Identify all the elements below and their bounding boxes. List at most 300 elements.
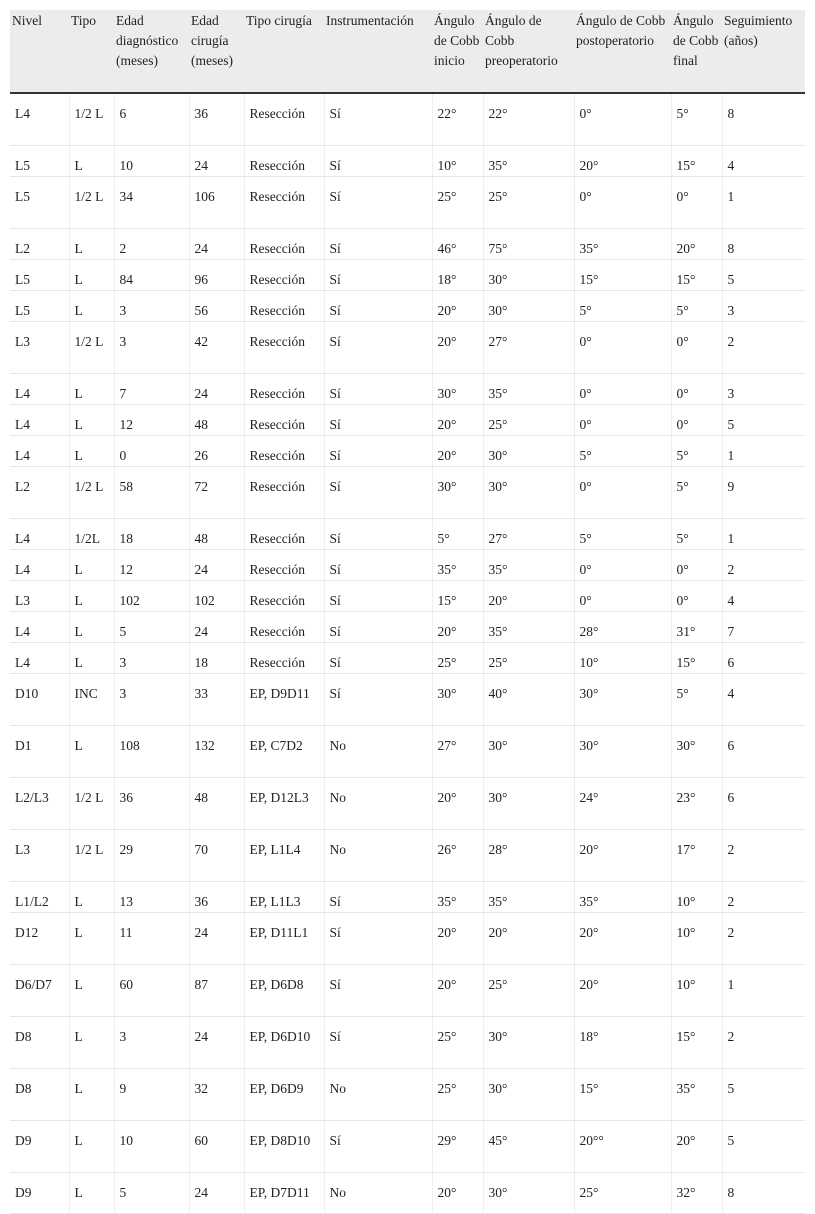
cell-tipo-cirugia: EP, D6D10 <box>244 1017 324 1069</box>
cell-tipo: 1/2 L <box>69 177 114 229</box>
cell-instrumentacion: Sí <box>324 674 432 726</box>
cell-tipo: L <box>69 965 114 1017</box>
cell-cobb-postoperatorio: 20°° <box>574 1121 671 1173</box>
cell-edad-diagnostico: 84 <box>114 260 189 291</box>
cell-instrumentacion: No <box>324 778 432 830</box>
cell-edad-diagnostico: 18 <box>114 519 189 550</box>
cell-edad-cirugia: 24 <box>189 146 244 177</box>
cell-cobb-inicio: 20° <box>432 291 483 322</box>
cell-edad-diagnostico: 34 <box>114 177 189 229</box>
cell-edad-cirugia: 36 <box>189 882 244 913</box>
table-row <box>10 322 805 374</box>
table-row <box>10 643 805 674</box>
cell-cobb-inicio: 20° <box>432 436 483 467</box>
cell-tipo-cirugia: Resección <box>244 146 324 177</box>
cell-instrumentacion: Sí <box>324 965 432 1017</box>
cell-cobb-postoperatorio: 0° <box>574 581 671 612</box>
table-row <box>10 146 805 177</box>
cell-tipo: L <box>69 291 114 322</box>
cell-edad-cirugia: 132 <box>189 726 244 778</box>
cell-cobb-postoperatorio: 30° <box>574 726 671 778</box>
cell-nivel: L3 <box>10 581 69 612</box>
cell-seguimiento: 2 <box>722 322 805 374</box>
cell-edad-cirugia: 24 <box>189 612 244 643</box>
cell-instrumentacion: Sí <box>324 260 432 291</box>
cell-cobb-inicio: 35° <box>432 882 483 913</box>
cell-tipo-cirugia: EP, D12L3 <box>244 778 324 830</box>
cell-tipo-cirugia: EP, C7D2 <box>244 726 324 778</box>
cell-nivel: L4 <box>10 93 69 146</box>
cell-tipo: 1/2L <box>69 519 114 550</box>
table-row <box>10 260 805 291</box>
cell-cobb-final: 10° <box>671 882 722 913</box>
table-row <box>10 93 805 146</box>
cell-cobb-inicio: 20° <box>432 965 483 1017</box>
cell-cobb-postoperatorio: 35° <box>574 882 671 913</box>
cell-edad-diagnostico: 0 <box>114 436 189 467</box>
cell-cobb-postoperatorio: 20° <box>574 146 671 177</box>
cell-instrumentacion: Sí <box>324 405 432 436</box>
cell-edad-diagnostico: 58 <box>114 467 189 519</box>
cell-nivel: D8 <box>10 1069 69 1121</box>
cell-seguimiento: 7 <box>722 612 805 643</box>
cell-instrumentacion: Sí <box>324 436 432 467</box>
cell-tipo: L <box>69 229 114 260</box>
cell-nivel: L4 <box>10 612 69 643</box>
cell-cobb-preoperatorio: 75° <box>483 229 574 260</box>
cell-tipo: INC <box>69 674 114 726</box>
cell-edad-cirugia: 24 <box>189 1017 244 1069</box>
cell-edad-diagnostico: 10 <box>114 146 189 177</box>
table-row <box>10 674 805 726</box>
table-header <box>10 10 805 93</box>
cell-cobb-inicio: 30° <box>432 374 483 405</box>
cell-tipo-cirugia: Resección <box>244 467 324 519</box>
cell-cobb-final: 10° <box>671 913 722 965</box>
cell-cobb-inicio: 26° <box>432 830 483 882</box>
table-row <box>10 1017 805 1069</box>
cell-tipo: L <box>69 436 114 467</box>
cell-edad-cirugia: 36 <box>189 93 244 146</box>
cell-seguimiento: 5 <box>722 405 805 436</box>
cell-instrumentacion: No <box>324 1173 432 1214</box>
cell-tipo: L <box>69 612 114 643</box>
cell-tipo-cirugia: Resección <box>244 93 324 146</box>
cell-instrumentacion: Sí <box>324 1121 432 1173</box>
cell-cobb-final: 31° <box>671 612 722 643</box>
cell-tipo: L <box>69 1173 114 1214</box>
cell-nivel: D6/D7 <box>10 965 69 1017</box>
header-col-tipo-cirugia: Tipo cirugía <box>244 10 324 93</box>
cell-cobb-postoperatorio: 0° <box>574 93 671 146</box>
cell-tipo: L <box>69 726 114 778</box>
header-col-cobb-inicio: Ángulo de Cobb inicio <box>432 10 483 93</box>
table-row <box>10 965 805 1017</box>
cell-cobb-inicio: 25° <box>432 643 483 674</box>
cell-cobb-postoperatorio: 24° <box>574 778 671 830</box>
cell-tipo: 1/2 L <box>69 322 114 374</box>
cell-nivel: L2/L3 <box>10 778 69 830</box>
cell-cobb-final: 20° <box>671 229 722 260</box>
cell-nivel: D1 <box>10 726 69 778</box>
table-row <box>10 1173 805 1214</box>
cell-nivel: D12 <box>10 913 69 965</box>
cell-cobb-preoperatorio: 20° <box>483 913 574 965</box>
cell-instrumentacion: No <box>324 830 432 882</box>
cell-edad-cirugia: 87 <box>189 965 244 1017</box>
cell-instrumentacion: No <box>324 726 432 778</box>
cell-tipo: 1/2 L <box>69 830 114 882</box>
cell-seguimiento: 5 <box>722 260 805 291</box>
cell-cobb-final: 5° <box>671 93 722 146</box>
cell-cobb-preoperatorio: 25° <box>483 965 574 1017</box>
cell-edad-diagnostico: 102 <box>114 581 189 612</box>
cell-edad-cirugia: 24 <box>189 913 244 965</box>
cell-edad-cirugia: 48 <box>189 519 244 550</box>
cell-tipo-cirugia: Resección <box>244 291 324 322</box>
cell-edad-cirugia: 72 <box>189 467 244 519</box>
cell-edad-diagnostico: 6 <box>114 93 189 146</box>
cell-cobb-preoperatorio: 27° <box>483 322 574 374</box>
cell-edad-diagnostico: 12 <box>114 405 189 436</box>
cell-cobb-final: 5° <box>671 436 722 467</box>
cell-cobb-inicio: 20° <box>432 322 483 374</box>
cell-seguimiento: 4 <box>722 146 805 177</box>
cell-cobb-final: 5° <box>671 674 722 726</box>
cell-edad-cirugia: 60 <box>189 1121 244 1173</box>
cell-seguimiento: 2 <box>722 1017 805 1069</box>
header-col-seguimiento: Seguimiento (años) <box>722 10 805 93</box>
cell-edad-cirugia: 42 <box>189 322 244 374</box>
cell-cobb-inicio: 10° <box>432 146 483 177</box>
cell-tipo-cirugia: EP, D6D9 <box>244 1069 324 1121</box>
cell-nivel: L3 <box>10 322 69 374</box>
cell-instrumentacion: Sí <box>324 229 432 260</box>
cell-cobb-inicio: 20° <box>432 778 483 830</box>
cell-tipo-cirugia: Resección <box>244 260 324 291</box>
table-row <box>10 374 805 405</box>
cell-cobb-postoperatorio: 0° <box>574 374 671 405</box>
cell-instrumentacion: Sí <box>324 581 432 612</box>
cell-cobb-postoperatorio: 0° <box>574 467 671 519</box>
cell-edad-cirugia: 33 <box>189 674 244 726</box>
cell-cobb-preoperatorio: 35° <box>483 374 574 405</box>
cell-cobb-postoperatorio: 28° <box>574 612 671 643</box>
cell-cobb-inicio: 22° <box>432 93 483 146</box>
table-row <box>10 913 805 965</box>
table-row <box>10 830 805 882</box>
header-col-cobb-preoperatorio: Ángulo de Cobb preoperatorio <box>483 10 574 93</box>
cell-instrumentacion: Sí <box>324 643 432 674</box>
cell-edad-diagnostico: 108 <box>114 726 189 778</box>
table-row <box>10 1121 805 1173</box>
cell-cobb-inicio: 30° <box>432 467 483 519</box>
cell-nivel: L5 <box>10 291 69 322</box>
cell-cobb-final: 10° <box>671 965 722 1017</box>
cell-tipo-cirugia: EP, D6D8 <box>244 965 324 1017</box>
cell-tipo-cirugia: Resección <box>244 177 324 229</box>
cell-cobb-final: 15° <box>671 146 722 177</box>
cell-edad-diagnostico: 3 <box>114 1017 189 1069</box>
cell-nivel: L5 <box>10 260 69 291</box>
cell-tipo-cirugia: EP, L1L3 <box>244 882 324 913</box>
cell-seguimiento: 1 <box>722 436 805 467</box>
cell-cobb-postoperatorio: 0° <box>574 550 671 581</box>
cell-cobb-final: 15° <box>671 643 722 674</box>
cell-instrumentacion: Sí <box>324 882 432 913</box>
cell-cobb-preoperatorio: 30° <box>483 436 574 467</box>
cell-cobb-postoperatorio: 15° <box>574 260 671 291</box>
cell-nivel: L4 <box>10 405 69 436</box>
header-col-edad-cirugia: Edad cirugía (meses) <box>189 10 244 93</box>
cell-tipo-cirugia: Resección <box>244 581 324 612</box>
cell-cobb-final: 0° <box>671 374 722 405</box>
cell-cobb-postoperatorio: 15° <box>574 1069 671 1121</box>
cell-cobb-preoperatorio: 30° <box>483 291 574 322</box>
table-row <box>10 405 805 436</box>
cell-cobb-postoperatorio: 0° <box>574 177 671 229</box>
cell-edad-cirugia: 56 <box>189 291 244 322</box>
cell-edad-cirugia: 70 <box>189 830 244 882</box>
cell-tipo-cirugia: EP, D9D11 <box>244 674 324 726</box>
cell-tipo: L <box>69 1121 114 1173</box>
cell-cobb-preoperatorio: 30° <box>483 726 574 778</box>
cell-edad-cirugia: 24 <box>189 1173 244 1214</box>
cell-cobb-preoperatorio: 25° <box>483 405 574 436</box>
cell-cobb-final: 0° <box>671 405 722 436</box>
table-row <box>10 519 805 550</box>
cell-nivel: L3 <box>10 830 69 882</box>
cell-cobb-postoperatorio: 20° <box>574 965 671 1017</box>
cell-cobb-preoperatorio: 25° <box>483 643 574 674</box>
header-col-nivel: Nivel <box>10 10 69 93</box>
cell-cobb-postoperatorio: 20° <box>574 913 671 965</box>
cell-edad-cirugia: 24 <box>189 550 244 581</box>
cell-cobb-postoperatorio: 18° <box>574 1017 671 1069</box>
table-row <box>10 550 805 581</box>
results-table <box>10 10 805 1214</box>
cell-edad-diagnostico: 9 <box>114 1069 189 1121</box>
cell-nivel: D10 <box>10 674 69 726</box>
cell-nivel: L2 <box>10 229 69 260</box>
cell-instrumentacion: Sí <box>324 519 432 550</box>
cell-seguimiento: 5 <box>722 1121 805 1173</box>
cell-seguimiento: 6 <box>722 643 805 674</box>
cell-tipo-cirugia: Resección <box>244 436 324 467</box>
cell-seguimiento: 9 <box>722 467 805 519</box>
cell-cobb-postoperatorio: 10° <box>574 643 671 674</box>
cell-seguimiento: 3 <box>722 291 805 322</box>
cell-cobb-preoperatorio: 35° <box>483 146 574 177</box>
cell-instrumentacion: Sí <box>324 913 432 965</box>
cell-tipo-cirugia: Resección <box>244 519 324 550</box>
table-row <box>10 882 805 913</box>
cell-edad-diagnostico: 5 <box>114 612 189 643</box>
cell-cobb-inicio: 25° <box>432 1017 483 1069</box>
cell-edad-diagnostico: 7 <box>114 374 189 405</box>
cell-cobb-postoperatorio: 5° <box>574 436 671 467</box>
cell-edad-cirugia: 26 <box>189 436 244 467</box>
cell-seguimiento: 8 <box>722 93 805 146</box>
cell-nivel: L4 <box>10 519 69 550</box>
cell-seguimiento: 2 <box>722 882 805 913</box>
cell-cobb-final: 0° <box>671 177 722 229</box>
cell-cobb-final: 5° <box>671 519 722 550</box>
cell-cobb-inicio: 25° <box>432 177 483 229</box>
cell-cobb-postoperatorio: 35° <box>574 229 671 260</box>
cell-cobb-preoperatorio: 30° <box>483 1173 574 1214</box>
header-col-tipo: Tipo <box>69 10 114 93</box>
cell-tipo-cirugia: Resección <box>244 550 324 581</box>
cell-edad-diagnostico: 60 <box>114 965 189 1017</box>
table-row <box>10 612 805 643</box>
header-col-cobb-postoperatorio: Ángulo de Cobb postoperatorio <box>574 10 671 93</box>
cell-cobb-preoperatorio: 30° <box>483 1017 574 1069</box>
cell-seguimiento: 1 <box>722 965 805 1017</box>
cell-seguimiento: 8 <box>722 1173 805 1214</box>
cell-cobb-postoperatorio: 5° <box>574 519 671 550</box>
cell-instrumentacion: Sí <box>324 93 432 146</box>
cell-seguimiento: 3 <box>722 374 805 405</box>
cell-cobb-preoperatorio: 22° <box>483 93 574 146</box>
table-row <box>10 229 805 260</box>
cell-edad-cirugia: 106 <box>189 177 244 229</box>
cell-tipo: 1/2 L <box>69 467 114 519</box>
cell-nivel: D9 <box>10 1173 69 1214</box>
cell-cobb-inicio: 46° <box>432 229 483 260</box>
cell-cobb-postoperatorio: 5° <box>574 291 671 322</box>
cell-cobb-inicio: 15° <box>432 581 483 612</box>
cell-nivel: D8 <box>10 1017 69 1069</box>
cell-cobb-preoperatorio: 40° <box>483 674 574 726</box>
cell-instrumentacion: No <box>324 1069 432 1121</box>
cell-cobb-preoperatorio: 30° <box>483 467 574 519</box>
cell-edad-diagnostico: 29 <box>114 830 189 882</box>
table-row <box>10 467 805 519</box>
cell-nivel: L4 <box>10 643 69 674</box>
cell-edad-diagnostico: 13 <box>114 882 189 913</box>
cell-cobb-postoperatorio: 0° <box>574 405 671 436</box>
cell-cobb-preoperatorio: 27° <box>483 519 574 550</box>
cell-cobb-inicio: 35° <box>432 550 483 581</box>
cell-edad-diagnostico: 5 <box>114 1173 189 1214</box>
cell-seguimiento: 1 <box>722 519 805 550</box>
cell-cobb-inicio: 20° <box>432 612 483 643</box>
table-row <box>10 436 805 467</box>
cell-tipo: L <box>69 146 114 177</box>
cell-tipo-cirugia: EP, L1L4 <box>244 830 324 882</box>
cell-seguimiento: 2 <box>722 830 805 882</box>
cell-edad-cirugia: 48 <box>189 778 244 830</box>
cell-edad-diagnostico: 2 <box>114 229 189 260</box>
cell-instrumentacion: Sí <box>324 146 432 177</box>
cell-cobb-inicio: 29° <box>432 1121 483 1173</box>
table-row <box>10 1069 805 1121</box>
cell-tipo-cirugia: EP, D8D10 <box>244 1121 324 1173</box>
header-col-cobb-final: Ángulo de Cobb final <box>671 10 722 93</box>
cell-edad-cirugia: 18 <box>189 643 244 674</box>
cell-edad-diagnostico: 3 <box>114 322 189 374</box>
cell-tipo: 1/2 L <box>69 93 114 146</box>
cell-edad-cirugia: 102 <box>189 581 244 612</box>
cell-cobb-postoperatorio: 30° <box>574 674 671 726</box>
cell-tipo: L <box>69 374 114 405</box>
cell-instrumentacion: Sí <box>324 322 432 374</box>
cell-seguimiento: 4 <box>722 581 805 612</box>
table-body <box>10 93 805 1214</box>
cell-instrumentacion: Sí <box>324 612 432 643</box>
cell-seguimiento: 4 <box>722 674 805 726</box>
cell-seguimiento: 8 <box>722 229 805 260</box>
cell-tipo-cirugia: Resección <box>244 643 324 674</box>
cell-tipo-cirugia: Resección <box>244 405 324 436</box>
cell-nivel: L1/L2 <box>10 882 69 913</box>
cell-edad-cirugia: 24 <box>189 229 244 260</box>
cell-edad-diagnostico: 36 <box>114 778 189 830</box>
cell-instrumentacion: Sí <box>324 467 432 519</box>
cell-cobb-preoperatorio: 45° <box>483 1121 574 1173</box>
cell-edad-diagnostico: 3 <box>114 674 189 726</box>
header-row <box>10 10 805 93</box>
cell-cobb-preoperatorio: 30° <box>483 778 574 830</box>
cell-nivel: D9 <box>10 1121 69 1173</box>
cell-tipo-cirugia: Resección <box>244 612 324 643</box>
cell-tipo: L <box>69 581 114 612</box>
cell-tipo-cirugia: EP, D11L1 <box>244 913 324 965</box>
cell-cobb-inicio: 5° <box>432 519 483 550</box>
cell-instrumentacion: Sí <box>324 550 432 581</box>
cell-cobb-final: 30° <box>671 726 722 778</box>
cell-cobb-final: 32° <box>671 1173 722 1214</box>
cell-edad-cirugia: 24 <box>189 374 244 405</box>
table-row <box>10 291 805 322</box>
cell-instrumentacion: Sí <box>324 1017 432 1069</box>
cell-cobb-preoperatorio: 35° <box>483 550 574 581</box>
header-col-edad-diagnostico: Edad diagnóstico (meses) <box>114 10 189 93</box>
cell-cobb-preoperatorio: 25° <box>483 177 574 229</box>
cell-cobb-postoperatorio: 25° <box>574 1173 671 1214</box>
cell-edad-diagnostico: 3 <box>114 643 189 674</box>
table-row <box>10 177 805 229</box>
cell-cobb-inicio: 25° <box>432 1069 483 1121</box>
cell-cobb-final: 0° <box>671 550 722 581</box>
cell-cobb-inicio: 18° <box>432 260 483 291</box>
cell-cobb-inicio: 20° <box>432 913 483 965</box>
cell-cobb-inicio: 27° <box>432 726 483 778</box>
cell-cobb-preoperatorio: 35° <box>483 882 574 913</box>
cell-edad-diagnostico: 11 <box>114 913 189 965</box>
cell-tipo: L <box>69 260 114 291</box>
cell-nivel: L5 <box>10 177 69 229</box>
cell-tipo-cirugia: EP, D7D11 <box>244 1173 324 1214</box>
cell-nivel: L4 <box>10 436 69 467</box>
cell-cobb-preoperatorio: 35° <box>483 612 574 643</box>
cell-tipo: L <box>69 1069 114 1121</box>
cell-edad-cirugia: 48 <box>189 405 244 436</box>
cell-cobb-final: 23° <box>671 778 722 830</box>
cell-nivel: L5 <box>10 146 69 177</box>
cell-cobb-final: 15° <box>671 260 722 291</box>
cell-cobb-final: 5° <box>671 291 722 322</box>
cell-edad-diagnostico: 12 <box>114 550 189 581</box>
cell-tipo: L <box>69 643 114 674</box>
cell-edad-diagnostico: 10 <box>114 1121 189 1173</box>
cell-seguimiento: 2 <box>722 913 805 965</box>
cell-seguimiento: 6 <box>722 778 805 830</box>
cell-cobb-inicio: 20° <box>432 1173 483 1214</box>
table-row <box>10 581 805 612</box>
cell-tipo: L <box>69 1017 114 1069</box>
